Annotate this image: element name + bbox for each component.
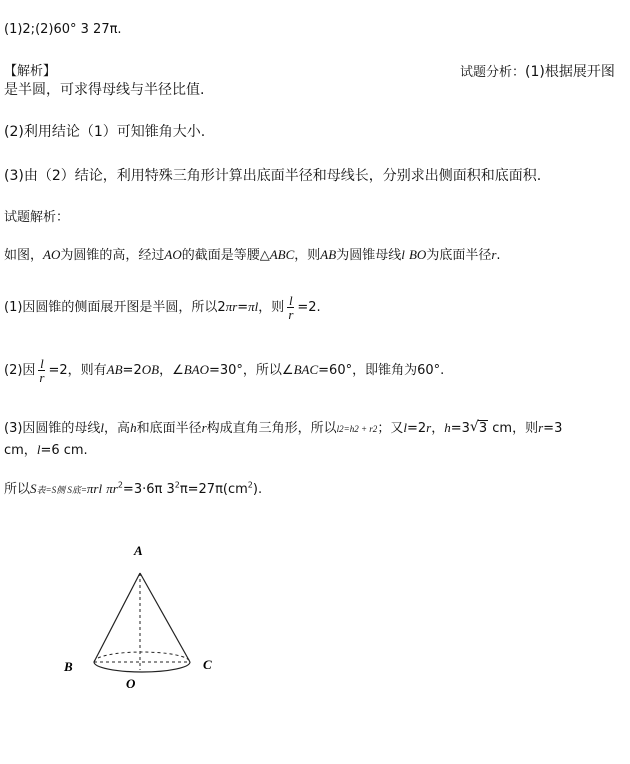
intro-text-8: . [496, 248, 501, 263]
step3-text-8: =3 [450, 421, 470, 436]
step2-text-5: =30°，所以∠ [209, 363, 294, 378]
step1-pil: πl [248, 299, 259, 314]
analysis-line-3: (3)由（2）结论，利用特殊三角形计算出底面半径和母线长，分别求出侧面积和底面积. [4, 168, 542, 184]
step3-sqrt-radicand: 3 [478, 421, 488, 436]
solution-intro [4, 247, 501, 264]
final-text-5: ). [252, 482, 263, 497]
solution-step-2 [4, 355, 444, 386]
intro-bo: BO [408, 247, 427, 262]
step1-fraction [287, 294, 294, 321]
analysis-intro-text: 试题分析： [460, 65, 526, 80]
step2-frac-den: r [39, 370, 45, 385]
cone-base-back-arc [94, 652, 190, 662]
step1-pir: πr [225, 299, 238, 314]
label-b: B [64, 659, 73, 674]
step3-r: r [201, 420, 207, 435]
intro-ao-2: AO [164, 247, 182, 262]
analysis-line-2: (2)利用结论（1）可知锥角大小. [4, 124, 206, 140]
analysis-intro [460, 64, 615, 81]
step3-sqrt [470, 421, 488, 437]
intro-text-1: 如图， [4, 248, 44, 263]
step1-eq: = [237, 300, 249, 315]
analysis-label: 【解析】 [4, 64, 57, 79]
solution-step-3-cont [4, 442, 88, 459]
intro-text-4: ，则 [294, 248, 321, 263]
step3-h: h [130, 420, 137, 435]
step2-text-1: (2)因 [4, 363, 36, 378]
solution-step-3 [4, 420, 562, 437]
step3-l-3: l [36, 442, 41, 457]
step3-text-2: ，高 [104, 421, 131, 436]
intro-ab: AB [320, 247, 337, 262]
intro-text-2: 为圆锥的高，经过 [60, 248, 165, 263]
step3-text-4: 构成直角三角形，所以 [206, 421, 337, 436]
step2-text-3: =2 [122, 363, 142, 378]
final-sup-2: 2 [174, 480, 180, 490]
analysis-intro-tail: (1)根据展开图 [525, 64, 615, 80]
step2-ob: OB [141, 362, 160, 377]
cone-figure [50, 535, 310, 705]
solution-label: 试题解析： [4, 210, 70, 225]
step3-text-6: =2 [406, 421, 427, 436]
intro-text-7: 为底面半径 [426, 248, 492, 263]
step3-text-9: cm，则 [488, 421, 539, 436]
step3-text-1: (3)因圆锥的母线 [4, 421, 101, 436]
answer-text: (1)2;(2)60° 3 27π. [4, 22, 122, 37]
step3-text-10: =3 [543, 421, 563, 436]
step3-text-11: cm， [4, 443, 37, 458]
step2-text-6: =60°，即锥角为60°. [318, 363, 445, 378]
step1-text-3: =2. [297, 300, 321, 315]
final-s-formula: 表=S侧 S底= [36, 485, 87, 495]
cone-left-edge [94, 573, 140, 662]
final-sup-3: 2 [247, 480, 253, 490]
intro-text-3: 的截面是等腰△ [181, 248, 270, 263]
step3-text-5: ；又 [377, 421, 404, 436]
step3-l: l [100, 420, 105, 435]
intro-text-5: 为圆锥母线 [336, 248, 402, 263]
step2-fraction [38, 357, 45, 384]
step3-text-7: ， [431, 421, 445, 436]
step3-text-3: 和底面半径 [136, 421, 202, 436]
step3-r-2: r [426, 420, 432, 435]
final-s: S [30, 481, 37, 496]
solution-step-1 [4, 292, 321, 323]
step3-l-2: l [403, 420, 407, 435]
step3-equation: l2=h2 + r2 [336, 424, 378, 434]
final-sup-1: 2 [117, 480, 123, 490]
intro-abc: ABC [269, 247, 295, 262]
final-text-3: =3·6π 3 [122, 482, 175, 497]
analysis-line-1: 是半圆，可求得母线与半径比值. [4, 82, 205, 98]
step2-frac-num: l [40, 356, 44, 371]
cone-base-front-arc [94, 662, 190, 672]
label-c: C [203, 657, 212, 672]
intro-l: l [401, 247, 405, 262]
step1-text-1: (1)因圆锥的侧面展开图是半圆，所以2 [4, 300, 226, 315]
final-text-1: 所以 [4, 482, 31, 497]
step2-ab: AB [106, 362, 123, 377]
final-pirl: πrl [86, 481, 103, 496]
step2-bac: BAC [293, 362, 319, 377]
intro-ao: AO [43, 247, 61, 262]
step3-h-2: h [444, 420, 451, 435]
intro-r: r [491, 247, 497, 262]
step3-text-12: =6 cm. [40, 443, 88, 458]
step1-frac-num: l [289, 293, 293, 308]
label-o: O [126, 676, 136, 691]
solution-final [4, 481, 262, 498]
step1-text-2: ，则 [258, 300, 285, 315]
step2-bao: BAO [183, 362, 209, 377]
step2-text-4: ，∠ [159, 363, 184, 378]
step3-r-3: r [538, 420, 544, 435]
step2-text-2: =2，则有 [48, 363, 107, 378]
cone-right-edge [140, 573, 190, 662]
label-a: A [134, 543, 143, 558]
final-text-4: π=27π(cm [179, 482, 248, 497]
step1-frac-den: r [288, 307, 294, 322]
final-pir2: πr [106, 481, 118, 496]
